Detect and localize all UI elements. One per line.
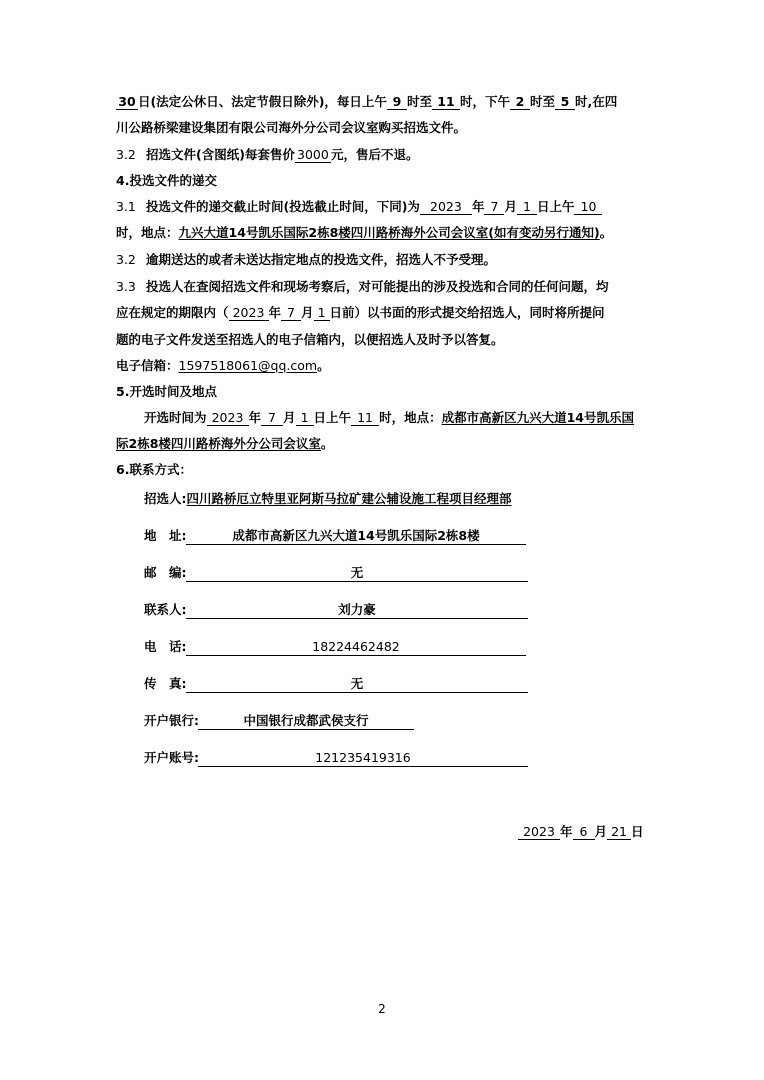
opening-time-line: 开选时间为 2023 年 7 月 1 日上午 11 时，地点：成都市高新区九兴大道14号凯乐国: [144, 410, 634, 425]
page-number: 2: [378, 1002, 386, 1016]
contact-postcode: 邮 编: 无: [144, 565, 528, 582]
deadline-hour: 10: [574, 199, 602, 215]
purchase-place-line: 川公路桥梁建设集团有限公司海外分公司会议室购买招选文件。: [116, 120, 467, 135]
question-deadline-year: 2023: [229, 305, 269, 321]
date-month: 6: [573, 824, 595, 840]
item-4-3-3-line1: 3.3 投选人在查阅招选文件和现场考察后，对可能提出的涉及投选和合同的任何问题，均: [116, 279, 609, 294]
address-value: 成都市高新区九兴大道14号凯乐国际2栋8楼: [186, 528, 526, 545]
opening-month: 7: [261, 410, 283, 426]
deadline-year: 2023: [420, 199, 472, 215]
contact-address: 地 址: 成都市高新区九兴大道14号凯乐国际2栋8楼: [144, 528, 526, 545]
section-5-heading: 5.开选时间及地点: [116, 384, 217, 399]
contact-fax: 传 真: 无: [144, 676, 528, 693]
opening-hour: 11: [351, 410, 379, 426]
item-4-3-2: 3.2 逾期送达的或者未送达指定地点的投选文件，招选人不予受理。: [116, 252, 497, 267]
opening-place: 成都市高新区九兴大道14号凯乐国: [441, 410, 634, 425]
account-value: 121235419316: [198, 750, 528, 767]
document-date: 2023 年 6 月 21 日: [518, 824, 644, 840]
contact-person: 联系人: 刘力豪: [144, 602, 528, 619]
tenderer-line: 招选人:四川路桥厄立特里亚阿斯马拉矿建公辅设施工程项目经理部: [144, 491, 512, 506]
section-6-heading: 6.联系方式：: [116, 462, 192, 477]
opening-year: 2023: [207, 410, 249, 426]
contact-person-value: 刘力豪: [186, 602, 528, 619]
purchase-time-line: 30 日(法定公休日、法定节假日除外)，每日上午 9 时至 11 时，下午 2 时至 5 时,在四: [116, 94, 617, 110]
contact-bank: 开户银行: 中国银行成都武侯支行: [144, 713, 414, 730]
pm-end-hour: 5: [555, 94, 575, 110]
opening-place-line2: 际2栋8楼四川路桥海外分公司会议室。: [116, 436, 334, 451]
email-line: 电子信箱：1597518061@qq.com。: [116, 358, 330, 373]
question-deadline-month: 7: [281, 305, 301, 321]
postcode-value: 无: [186, 565, 528, 582]
pm-start-hour: 2: [510, 94, 530, 110]
section-4-heading: 4.投选文件的递交: [116, 173, 217, 188]
fax-value: 无: [186, 676, 528, 693]
phone-value: 18224462482: [186, 639, 526, 656]
date-year: 2023: [518, 824, 560, 840]
purchase-end-day: 30: [116, 94, 138, 110]
opening-day: 1: [296, 410, 314, 426]
price-value: 3000: [295, 147, 331, 163]
deadline-month: 7: [484, 199, 504, 215]
bank-value: 中国银行成都武侯支行: [198, 713, 414, 730]
item-3-2-price: 3.2 招选文件(含图纸)每套售价 3000 元，售后不退。: [116, 147, 419, 162]
am-start-hour: 9: [387, 94, 407, 110]
submission-place: 九兴大道14号凯乐国际2栋8楼四川路桥海外公司会议室(如有变动另行通知): [178, 225, 600, 240]
question-deadline-day: 1: [314, 305, 330, 321]
email-address[interactable]: 1597518061@qq.com: [178, 358, 318, 373]
am-end-hour: 11: [432, 94, 460, 110]
item-4-3-1-deadline: 3.1 投选文件的递交截止时间(投选截止时间，下同)为 2023 年 7 月 1 日上午 10: [116, 199, 602, 215]
contact-account: 开户账号: 121235419316: [144, 750, 528, 767]
item-4-3-3-line2: 应在规定的期限内（ 2023 年 7 月 1 日前）以书面的形式提交给招选人，同时将所提问: [116, 305, 605, 320]
deadline-day: 1: [517, 199, 537, 215]
contact-phone: 电 话: 18224462482: [144, 639, 526, 656]
date-day: 21: [607, 824, 631, 840]
item-4-3-3-line3: 题的电子文件发送至招选人的电子信箱内，以便招选人及时予以答复。: [116, 332, 504, 347]
item-4-3-1-place: 时，地点：九兴大道14号凯乐国际2栋8楼四川路桥海外公司会议室(如有变动另行通知)。: [116, 225, 613, 240]
tenderer-name: 四川路桥厄立特里亚阿斯马拉矿建公辅设施工程项目经理部: [186, 491, 512, 506]
